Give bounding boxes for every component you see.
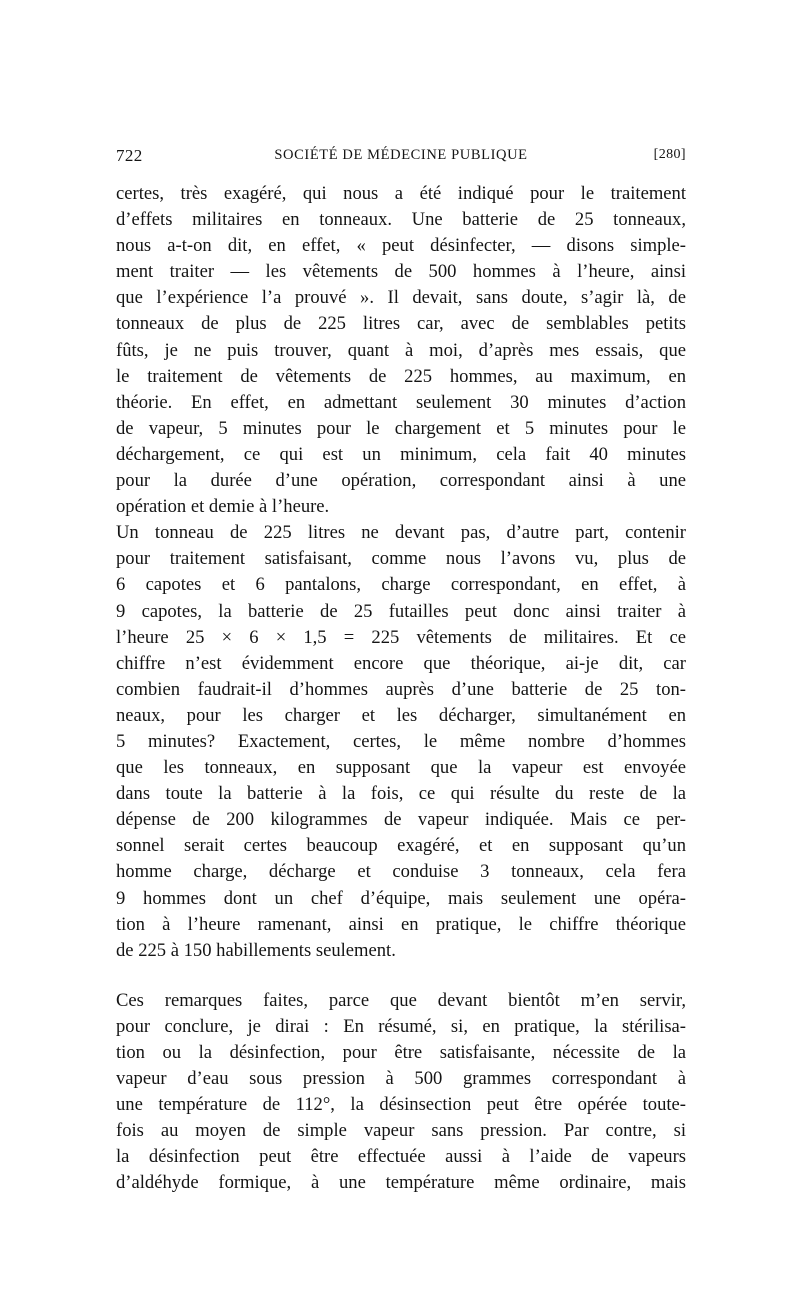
text-line: ment traiter — les vêtements de 500 hommes à l’heure, ainsi	[116, 261, 686, 283]
paragraph-gap	[116, 964, 686, 988]
text-line: déchargement, ce qui est un minimum, cela fait 40 minutes	[116, 443, 686, 465]
text-line: fois au moyen de simple vapeur sans pression. Par contre, si	[116, 1120, 686, 1142]
text-line: pour la durée d’une opération, correspondant ainsi à une	[116, 470, 686, 492]
text-line: l’heure 25 × 6 × 1,5 = 225 vêtements de militaires. Et ce	[116, 626, 686, 648]
text-line: pour conclure, je dirai : En résumé, si, en pratique, la stérilisa-	[116, 1015, 686, 1037]
text-line: tonneaux de plus de 225 litres car, avec de semblables petits	[116, 313, 686, 335]
text-line: que l’expérience l’a prouvé ». Il devait, sans doute, s’agir là, de	[116, 287, 686, 309]
text-line: 6 capotes et 6 pantalons, charge correspondant, en effet, à	[116, 574, 686, 596]
text-line: chiffre n’est évidemment encore que théorique, ai-je dit, car	[116, 652, 686, 674]
text-line: Ces remarques faites, parce que devant bientôt m’en servir,	[116, 989, 686, 1011]
text-line: de 225 à 150 habillements seulement.	[116, 939, 396, 961]
text-line: nous a-t-on dit, en effet, « peut désinfecter, — disons simple-	[116, 235, 686, 257]
body-text	[116, 181, 686, 1197]
original-page-number: [280]	[653, 147, 686, 162]
text-line: fûts, je ne puis trouver, quant à moi, d’après mes essais, que	[116, 339, 686, 361]
text-line: théorie. En effet, en admettant seulement 30 minutes d’action	[116, 391, 686, 413]
text-line: la désinfection peut être effectuée aussi à l’aide de vapeurs	[116, 1146, 686, 1168]
text-line: d’aldéhyde formique, à une température même ordinaire, mais	[116, 1172, 686, 1194]
text-line: d’effets militaires en tonneaux. Une batterie de 25 tonneaux,	[116, 209, 686, 231]
text-line: 5 minutes? Exactement, certes, le même nombre d’hommes	[116, 730, 686, 752]
text-line: 9 capotes, la batterie de 25 futailles peut donc ainsi traiter à	[116, 600, 686, 622]
text-line: tion à l’heure ramenant, ainsi en pratique, le chiffre théorique	[116, 913, 686, 935]
text-line: certes, très exagéré, qui nous a été indiqué pour le traitement	[116, 183, 686, 204]
text-line: que les tonneaux, en supposant que la vapeur est envoyée	[116, 757, 686, 779]
text-line: dans toute la batterie à la fois, ce qui résulte du reste de la	[116, 783, 686, 805]
text-line: une température de 112°, la désinsection peut être opérée toute-	[116, 1094, 686, 1116]
text-line: dépense de 200 kilogrammes de vapeur indiquée. Mais ce per-	[116, 809, 686, 831]
text-line: combien faudrait-il d’hommes auprès d’une batterie de 25 ton-	[116, 678, 686, 700]
paragraph-3	[116, 988, 686, 1197]
page-number: 722	[116, 146, 143, 165]
text-line: tion ou la désinfection, pour être satisfaisante, nécessite de la	[116, 1042, 686, 1063]
text-line: 9 hommes dont un chef d’équipe, mais seulement une opéra-	[116, 887, 686, 909]
running-header	[116, 146, 686, 170]
text-line: homme charge, décharge et conduise 3 tonneaux, cela fera	[116, 861, 686, 883]
running-title: SOCIÉTÉ DE MÉDECINE PUBLIQUE	[274, 147, 528, 163]
text-line: Un tonneau de 225 litres ne devant pas, d’autre part, contenir	[116, 522, 686, 544]
text-line: vapeur d’eau sous pression à 500 grammes correspondant à	[116, 1068, 686, 1090]
text-line: de vapeur, 5 minutes pour le chargement et 5 minutes pour le	[116, 417, 686, 439]
text-line: sonnel serait certes beaucoup exagéré, et en supposant qu’un	[116, 835, 686, 857]
text-line: opération et demie à l’heure.	[116, 496, 330, 518]
text-line: pour traitement satisfaisant, comme nous l’avons vu, plus de	[116, 548, 686, 570]
paragraph-1	[116, 181, 686, 520]
text-line: le traitement de vêtements de 225 hommes, au maximum, en	[116, 365, 686, 387]
text-line: neaux, pour les charger et les décharger, simultanément en	[116, 704, 686, 726]
paragraph-2	[116, 520, 686, 964]
